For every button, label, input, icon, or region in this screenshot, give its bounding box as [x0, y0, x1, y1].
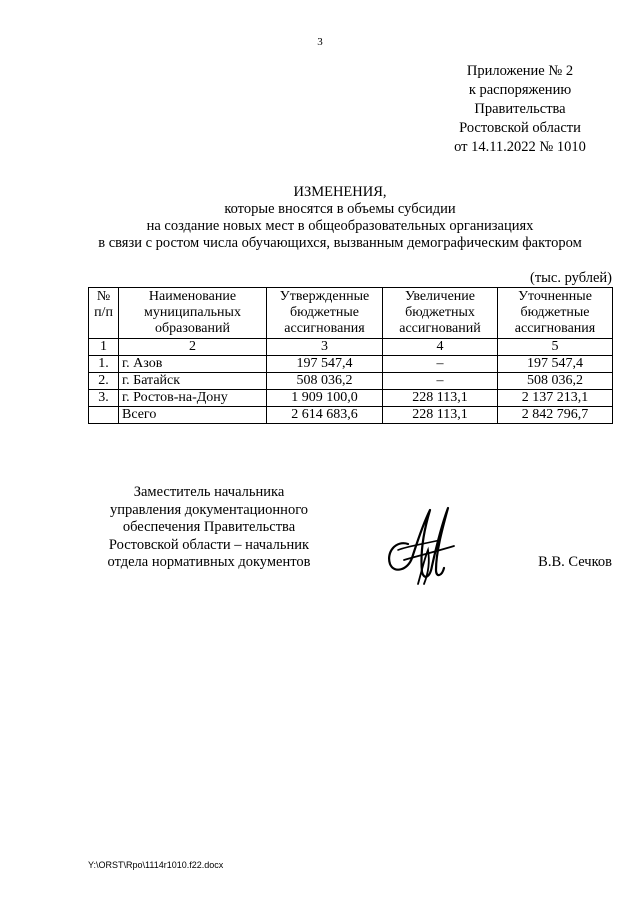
increase-value: –	[383, 373, 498, 390]
handwritten-signature	[378, 500, 458, 586]
appendix-line: Ростовской области	[459, 120, 581, 136]
heading-line: в связи с ростом числа обучающихся, вызванным демографическим фактором	[98, 235, 582, 251]
column-number-row	[89, 339, 613, 356]
signer-title	[80, 484, 338, 572]
approved-value: 1 909 100,0	[267, 390, 383, 407]
adjusted-value: 508 036,2	[498, 373, 613, 390]
total-row	[89, 407, 613, 424]
table-row	[89, 373, 613, 390]
signer-line: отдела нормативных документов	[107, 554, 311, 570]
document-heading	[40, 184, 640, 252]
signer-line: Заместитель начальника	[133, 484, 285, 500]
empty-cell	[89, 407, 119, 424]
heading-line: которые вносятся в объемы субсидии	[224, 201, 456, 217]
signer-line: управления документационного	[109, 501, 309, 518]
column-number: 3	[267, 339, 383, 356]
municipality-name: г. Азов	[119, 356, 267, 373]
total-approved: 2 614 683,6	[267, 407, 383, 424]
total-label: Всего	[119, 407, 267, 424]
table-header-row	[89, 288, 613, 339]
heading-title: ИЗМЕНЕНИЯ,	[293, 184, 387, 200]
column-number: 1	[89, 339, 119, 356]
adjusted-value: 2 137 213,1	[498, 390, 613, 407]
header-approved: Утвержденные бюджетные ассигнования	[267, 288, 383, 339]
adjusted-value: 197 547,4	[498, 356, 613, 373]
header-number: № п/п	[89, 288, 119, 339]
appendix-line: к распоряжению	[468, 82, 572, 98]
column-number: 2	[119, 339, 267, 356]
appendix-line: Приложение № 2	[466, 63, 574, 79]
increase-value: 228 113,1	[383, 390, 498, 407]
heading-line: на создание новых мест в общеобразовательных организациях	[146, 218, 534, 234]
signer-line: Ростовской области – начальник	[108, 536, 310, 553]
header-municipality: Наименование муниципальных образований	[119, 288, 267, 339]
header-increase: Увеличение бюджетных ассигнований	[383, 288, 498, 339]
appendix-line: от 14.11.2022 № 1010	[454, 139, 586, 155]
total-increase: 228 113,1	[383, 407, 498, 424]
municipality-name: г. Батайск	[119, 373, 267, 390]
units-label: (тыс. рублей)	[530, 270, 612, 286]
page-number: 3	[317, 36, 323, 48]
column-number: 4	[383, 339, 498, 356]
total-adjusted: 2 842 796,7	[498, 407, 613, 424]
appendix-block	[420, 62, 620, 157]
municipality-name: г. Ростов-на-Дону	[119, 390, 267, 407]
row-number: 2.	[89, 373, 119, 390]
approved-value: 508 036,2	[267, 373, 383, 390]
table-row	[89, 390, 613, 407]
signer-name: В.В. Сечков	[538, 554, 612, 570]
appendix-line: Правительства	[474, 101, 566, 117]
file-path: Y:\ORST\Rpo\1114r1010.f22.docx	[88, 860, 224, 870]
subsidy-table	[88, 287, 613, 424]
signer-line: обеспечения Правительства	[122, 519, 296, 535]
column-number: 5	[498, 339, 613, 356]
table-row	[89, 356, 613, 373]
row-number: 3.	[89, 390, 119, 407]
row-number: 1.	[89, 356, 119, 373]
header-adjusted: Уточненные бюджетные ассигнования	[498, 288, 613, 339]
increase-value: –	[383, 356, 498, 373]
approved-value: 197 547,4	[267, 356, 383, 373]
